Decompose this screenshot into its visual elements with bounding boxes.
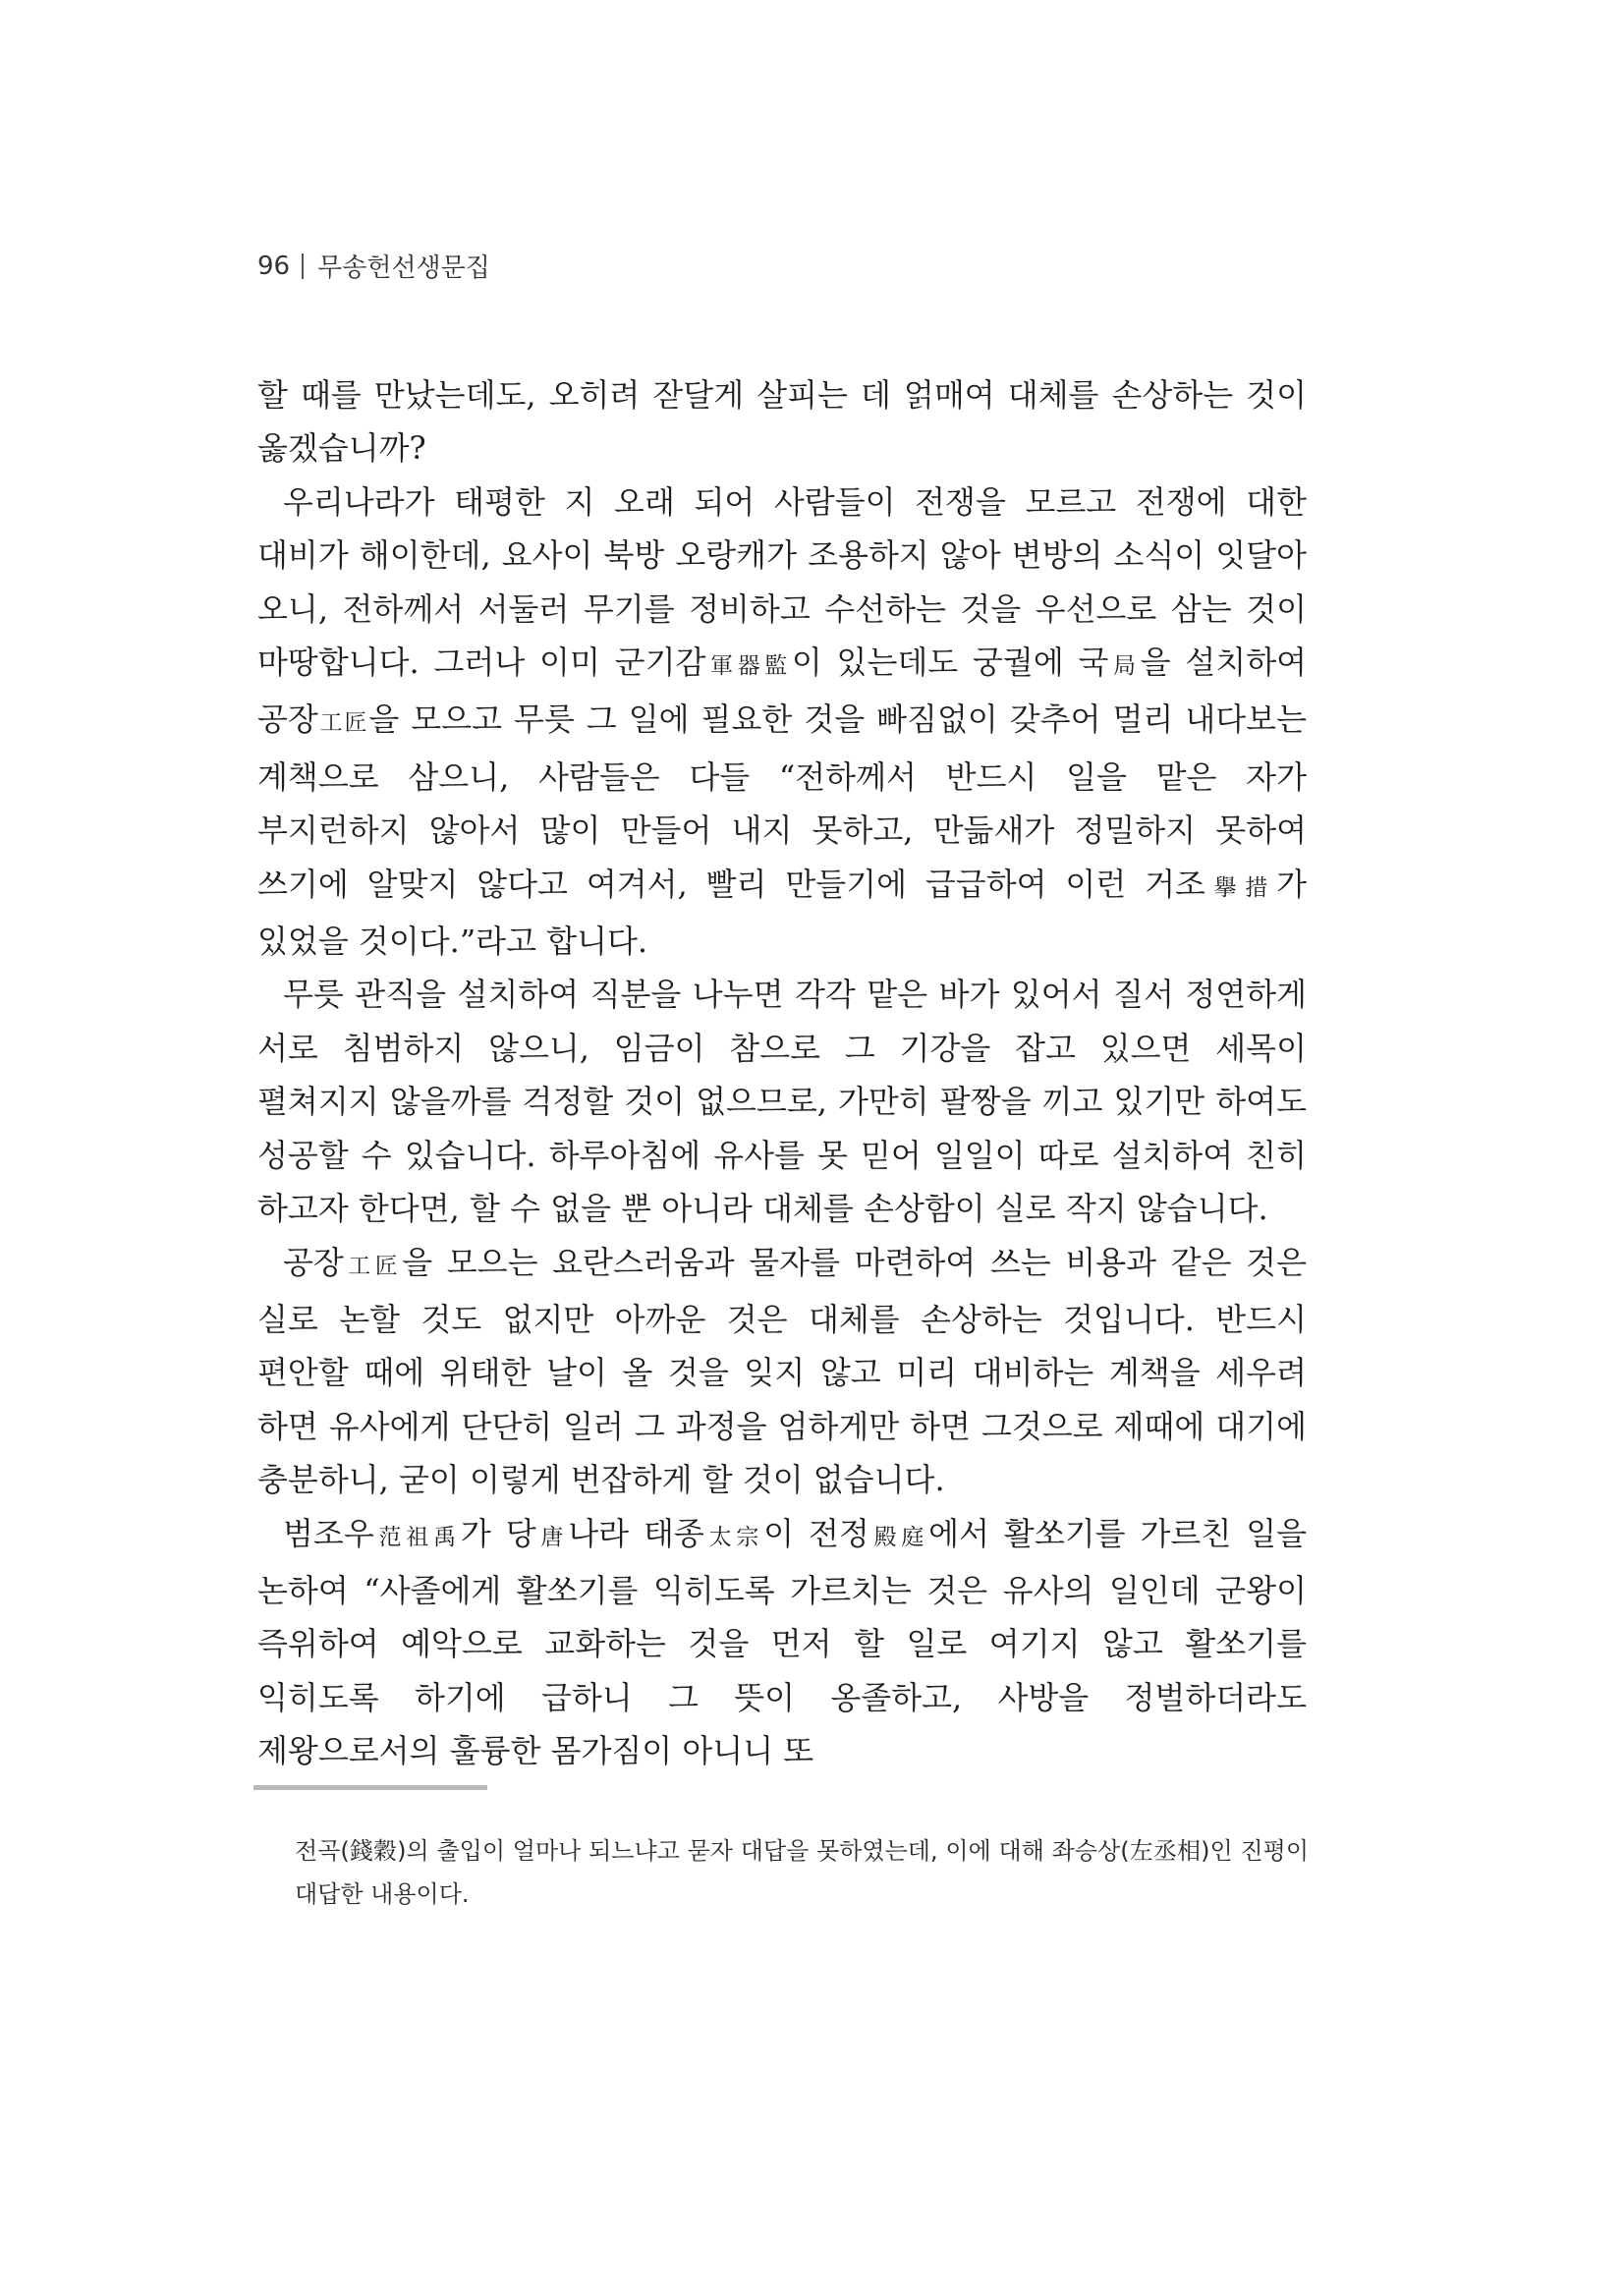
- page-number: 96: [257, 251, 291, 281]
- hanja-annotation: 局: [1108, 653, 1141, 680]
- paragraph-text: 나라 태종: [568, 1514, 704, 1552]
- running-head: [257, 248, 490, 284]
- body-paragraph: [257, 1507, 1307, 1778]
- body-paragraph: [257, 968, 1307, 1235]
- paragraph-text: 이 있는데도 궁궐에 국: [791, 644, 1109, 682]
- hanja-annotation: 工匠: [317, 710, 369, 737]
- paragraph-text: 이 전정: [763, 1514, 869, 1552]
- body-paragraph: [257, 476, 1307, 969]
- paragraph-text: 범조우: [283, 1514, 374, 1552]
- paragraph-text: 가 당: [460, 1514, 536, 1552]
- book-title: 무송헌선생문집: [317, 253, 490, 283]
- paragraph-text: 할 때를 만났는데도, 오히려 잗달게 살피는 데 얽매여 대체를 손상하는 것이 옳겠습니까?: [257, 376, 1307, 468]
- paragraph-text: 을 설치하여 공장: [257, 644, 1308, 739]
- footnote: 전곡(錢穀)의 출입이 얼마나 되느냐고 묻자 대답을 못하였는데, 이에 대해 좌승상(左丞相)인 진평이 대답한 내용이다.: [295, 1837, 1309, 1908]
- hanja-annotation: 擧措: [1204, 874, 1277, 901]
- header-separator: [302, 253, 304, 279]
- hanja-annotation: 殿庭: [868, 1524, 929, 1550]
- footnote-divider: [253, 1785, 487, 1790]
- hanja-annotation: 太宗: [703, 1524, 764, 1550]
- paragraph-text: 에서 활쏘기를 가르친 일을 논하여 “사졸에게 활쏘기를 익히도록 가르치는 것은 유사의 일인데 군왕이 즉위하여 예악으로 교화하는 것을 먼저 할 일로 여기지 않고 활쏘기를 익히도록 하기에 급하니 그 뜻이 옹졸하고, 사방을 정벌하더라도 제왕으로서의 훌륭한 몸가짐이 아니니 또: [257, 1514, 1308, 1770]
- hanja-annotation: 軍器監: [705, 653, 792, 680]
- body-paragraph: [257, 1236, 1307, 1507]
- hanja-annotation: 唐: [535, 1524, 569, 1550]
- paragraph-text: 우리나라가 태평한 지 오래 되어 사람들이 전쟁을 모르고 전쟁에 대한 대비가 해이한데, 요사이 북방 오랑캐가 조용하지 않아 변방의 소식이 잇달아 오니, 전하께서 서둘러 무기를 정비하고 수선하는 것을 우선으로 삼는 것이 마땅합니다. 그러나 이미 군기감: [257, 482, 1307, 682]
- body-paragraph: [257, 368, 1307, 476]
- paragraph-text: 을 모으는 요란스러움과 물자를 마련하여 쓰는 비용과 같은 것은 실로 논할 것도 없지만 아까운 것은 대체를 손상하는 것입니다. 반드시 편안할 때에 위태한 날이 올 것을 잊지 않고 미리 대비하는 계책을 세우려 하면 유사에게 단단히 일러 그 과정을 엄하게만 하면 그것으로 제때에 대기에 충분하니, 굳이 이렇게 번잡하게 할 것이 없습니다.: [257, 1243, 1308, 1499]
- body-text: [257, 368, 1307, 1778]
- paragraph-text: 을 모으고 무릇 그 일에 필요한 것을 빠짐없이 갖추어 멀리 내다보는 계책으로 삼으니, 사람들은 다들 “전하께서 반드시 일을 맡은 자가 부지런하지 않아서 많이 만들어 내지 못하고, 만듦새가 정밀하지 못하여 쓰기에 알맞지 않다고 여겨서, 빨리 만들기에 급급하여 이런 거조: [257, 700, 1307, 903]
- paragraph-text: 가 있었을 것이다.”라고 합니다.: [257, 865, 1308, 961]
- paragraph-text: 공장: [283, 1243, 344, 1281]
- paragraph-text: 무릇 관직을 설치하여 직분을 나누면 각각 맡은 바가 있어서 질서 정연하게 서로 침범하지 않으니, 임금이 참으로 그 기강을 잡고 있으면 세목이 펼쳐지지 않을까를 걱정할 것이 없으므로, 가만히 팔짱을 끼고 있기만 하여도 성공할 수 있습니다. 하루아침에 유사를 못 믿어 일일이 따로 설치하여 친히 하고자 한다면, 할 수 없을 뿐 아니라 대체를 손상함이 실로 작지 않습니다.: [257, 976, 1307, 1228]
- hanja-annotation: 范祖禹: [373, 1524, 461, 1550]
- hanja-annotation: 工匠: [343, 1253, 403, 1279]
